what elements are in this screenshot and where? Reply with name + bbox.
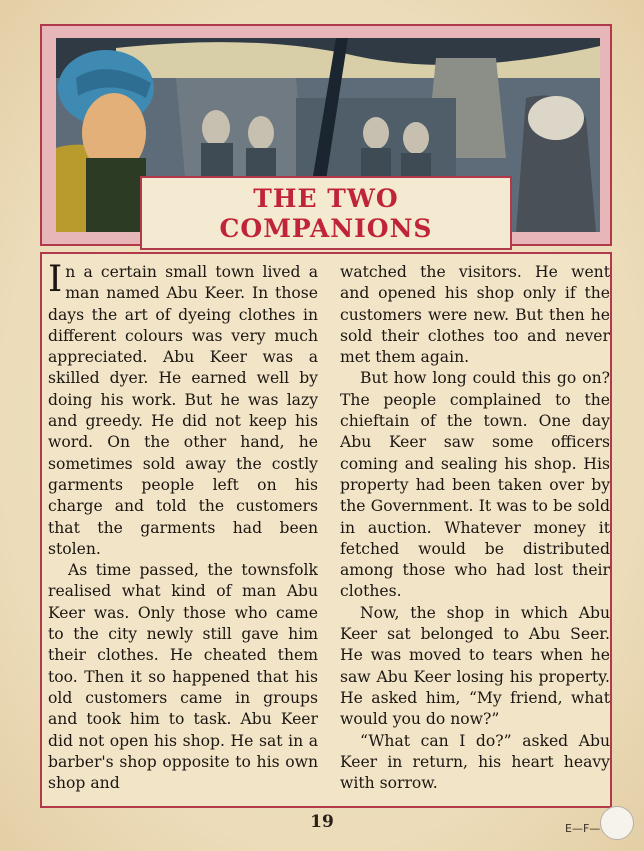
title-line-2: COMPANIONS <box>219 214 433 243</box>
paragraph-text: n a certain small town lived a man named Abu Keer. In those days the art of dyeing clothes in different colours was very much appreciated. Abu Keer was a skilled dyer. He earned well by doing his work. But he was lazy and greedy. He did not keep his word. On the other hand, he sometimes sold away the costly garments people left on his charge and told the customers that the garments had been stolen. <box>48 263 318 558</box>
story-paragraph: But how long could this go on? The people complained to the chieftain of the town. One day Abu Keer saw some officers coming and sealing his shop. His property had been taken over by the Government. It was to be sold in auction. Whatever money it fetched would be distributed among those who had lost their clothes. <box>340 369 610 601</box>
story-paragraph <box>48 259 318 560</box>
story-column-right <box>340 262 610 794</box>
title-line-1: THE TWO <box>253 184 399 213</box>
page-number: 19 <box>310 812 334 832</box>
drop-cap: I <box>48 259 63 300</box>
watermark-logo-icon <box>600 806 634 840</box>
story-paragraph: watched the visitors. He went and opened his shop only if the customers were new. But then he sold their clothes too and never met them again. <box>340 263 610 367</box>
signature-mark: E—F— <box>565 822 601 835</box>
story-paragraph: Now, the shop in which Abu Keer sat belonged to Abu Seer. He was moved to tears when he saw Abu Keer losing his property. He asked him, “My friend, what would you do now?” <box>340 603 610 729</box>
story-paragraph: “What can I do?” asked Abu Keer in return, his heart heavy with sorrow. <box>340 731 610 793</box>
title-box <box>140 176 512 250</box>
story-column-left <box>48 259 318 794</box>
story-paragraph: As time passed, the townsfolk realised what kind of man Abu Keer was. Only those who came to the city newly still gave him their clothes. He cheated them too. Then it so happened that his old customers came in groups and took him to task. Abu Keer did not open his shop. He sat in a barber's shop opposite to his own shop and <box>48 561 318 793</box>
